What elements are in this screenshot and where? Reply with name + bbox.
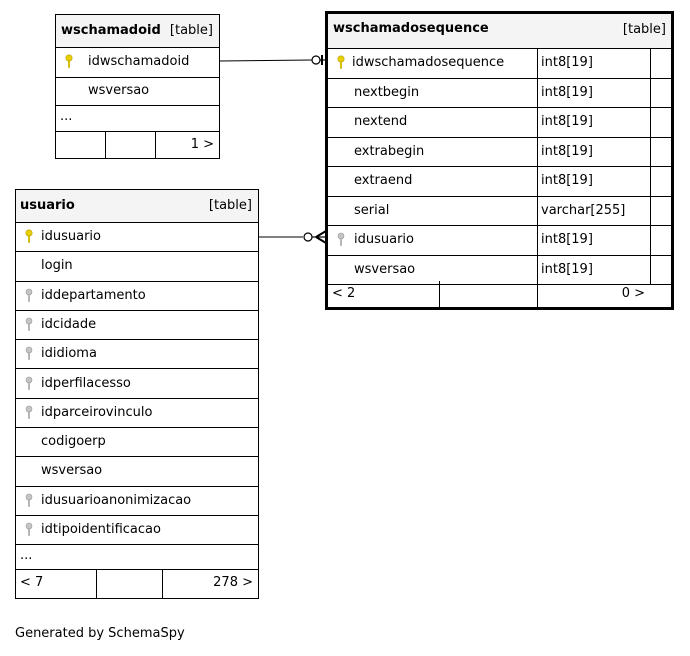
ellipsis-row — [56, 106, 219, 132]
table-name: usuario — [20, 198, 75, 213]
column-row[interactable] — [16, 282, 258, 311]
column-type: int8[19] — [541, 173, 593, 188]
primary-key-icon — [65, 54, 73, 68]
generated-by-note: Generated by SchemaSpy — [15, 626, 185, 641]
table-header — [56, 15, 219, 48]
table-footer — [328, 281, 671, 307]
ellipsis-row — [16, 545, 258, 570]
column-name: iddepartamento — [41, 287, 146, 303]
foreign-key-icon — [25, 493, 33, 507]
primary-key-icon — [337, 55, 345, 69]
column-name: nextend — [354, 114, 408, 129]
primary-key-icon — [25, 229, 33, 243]
footer-right-count[interactable]: 278 > — [213, 575, 253, 590]
column-row[interactable] — [16, 428, 258, 457]
column-row[interactable] — [328, 79, 671, 109]
column-name: serial — [354, 202, 390, 218]
column-row[interactable] — [16, 311, 258, 340]
column-row[interactable] — [56, 78, 219, 106]
ellipsis: ... — [20, 548, 33, 563]
footer-divider — [105, 132, 106, 158]
column-type-cell — [537, 108, 649, 137]
column-type: int8[19] — [541, 114, 593, 129]
footer-right-count[interactable]: 0 > — [621, 286, 645, 301]
column-row[interactable] — [16, 340, 258, 369]
column-spacer-cell — [650, 256, 671, 285]
column-row[interactable] — [328, 138, 671, 168]
column-type: int8[19] — [541, 232, 593, 247]
table-name: wschamadoid — [61, 23, 161, 38]
column-row[interactable] — [56, 48, 219, 78]
column-name: idwschamadosequence — [352, 55, 505, 70]
footer-left-count[interactable]: < 7 — [20, 575, 44, 590]
column-row[interactable] — [16, 223, 258, 252]
foreign-key-icon — [25, 288, 33, 302]
column-spacer-cell — [650, 138, 671, 167]
column-type-cell — [537, 256, 649, 285]
column-row[interactable] — [328, 167, 671, 197]
relation-wschamadoid-wschamadosequence — [220, 55, 326, 65]
column-row[interactable] — [16, 516, 258, 545]
column-type-cell — [537, 167, 649, 196]
table-footer — [16, 570, 258, 598]
column-name: idparceirovinculo — [41, 404, 153, 420]
column-type-cell — [537, 197, 649, 226]
footer-divider — [155, 132, 156, 158]
table-kind: [table] — [169, 23, 213, 38]
foreign-key-icon — [25, 405, 33, 419]
column-name: extrabegin — [354, 143, 425, 159]
foreign-key-icon — [25, 376, 33, 390]
column-name: ididioma — [41, 346, 97, 362]
column-spacer-cell — [650, 226, 671, 255]
column-row[interactable] — [16, 370, 258, 399]
relation-usuario-wschamadosequence — [259, 231, 326, 243]
column-row[interactable] — [16, 252, 258, 281]
foreign-key-icon — [25, 522, 33, 536]
footer-left-count[interactable]: < 2 — [332, 286, 356, 301]
column-name: wsversao — [354, 261, 416, 277]
column-row[interactable] — [328, 49, 671, 79]
footer-divider — [96, 570, 97, 598]
column-name: idtipoidentificacao — [41, 522, 161, 537]
column-type: int8[19] — [541, 55, 593, 70]
column-row[interactable] — [328, 108, 671, 138]
column-type: int8[19] — [541, 143, 593, 159]
column-name: idusuario — [41, 229, 101, 244]
footer-divider — [439, 281, 440, 307]
table-footer — [56, 132, 219, 158]
column-row[interactable] — [16, 457, 258, 486]
table-name: wschamadosequence — [333, 21, 489, 36]
column-type-cell — [537, 49, 649, 78]
table-header — [328, 14, 671, 49]
column-name: idcidade — [41, 316, 97, 332]
table-wschamadoid[interactable] — [55, 14, 220, 159]
column-name: codigoerp — [41, 434, 106, 450]
column-spacer-cell — [650, 108, 671, 137]
column-name: wsversao — [41, 463, 103, 479]
column-spacer-cell — [650, 197, 671, 226]
ellipsis: ... — [60, 109, 73, 124]
foreign-key-icon — [25, 346, 33, 360]
column-name: idusuario — [354, 232, 414, 247]
column-spacer-cell — [650, 167, 671, 196]
foreign-key-icon — [337, 232, 345, 246]
table-usuario[interactable] — [15, 189, 259, 599]
column-row[interactable] — [16, 399, 258, 428]
footer-right-count[interactable]: 1 > — [190, 137, 214, 152]
column-name: idperfilacesso — [41, 375, 131, 391]
table-kind: [table] — [622, 22, 666, 37]
column-type: int8[19] — [541, 84, 593, 100]
column-type: varchar[255] — [541, 202, 626, 218]
column-type: int8[19] — [541, 261, 593, 277]
column-row[interactable] — [16, 487, 258, 516]
table-wschamadosequence[interactable] — [325, 11, 674, 310]
column-spacer-cell — [650, 49, 671, 78]
column-row[interactable] — [328, 197, 671, 227]
column-name: wsversao — [88, 83, 150, 98]
foreign-key-icon — [25, 317, 33, 331]
column-name: idusuarioanonimizacao — [41, 492, 192, 508]
table-header — [16, 190, 258, 223]
footer-divider — [162, 570, 163, 598]
column-type-cell — [537, 79, 649, 108]
column-row[interactable] — [328, 226, 671, 256]
footer-divider — [537, 281, 538, 307]
column-type-cell — [537, 226, 649, 255]
column-type-cell — [537, 138, 649, 167]
table-kind: [table] — [208, 198, 252, 213]
column-name: idwschamadoid — [88, 54, 190, 69]
column-name: nextbegin — [354, 84, 420, 100]
column-name: extraend — [354, 173, 413, 188]
column-name: login — [41, 258, 73, 274]
column-spacer-cell — [650, 79, 671, 108]
